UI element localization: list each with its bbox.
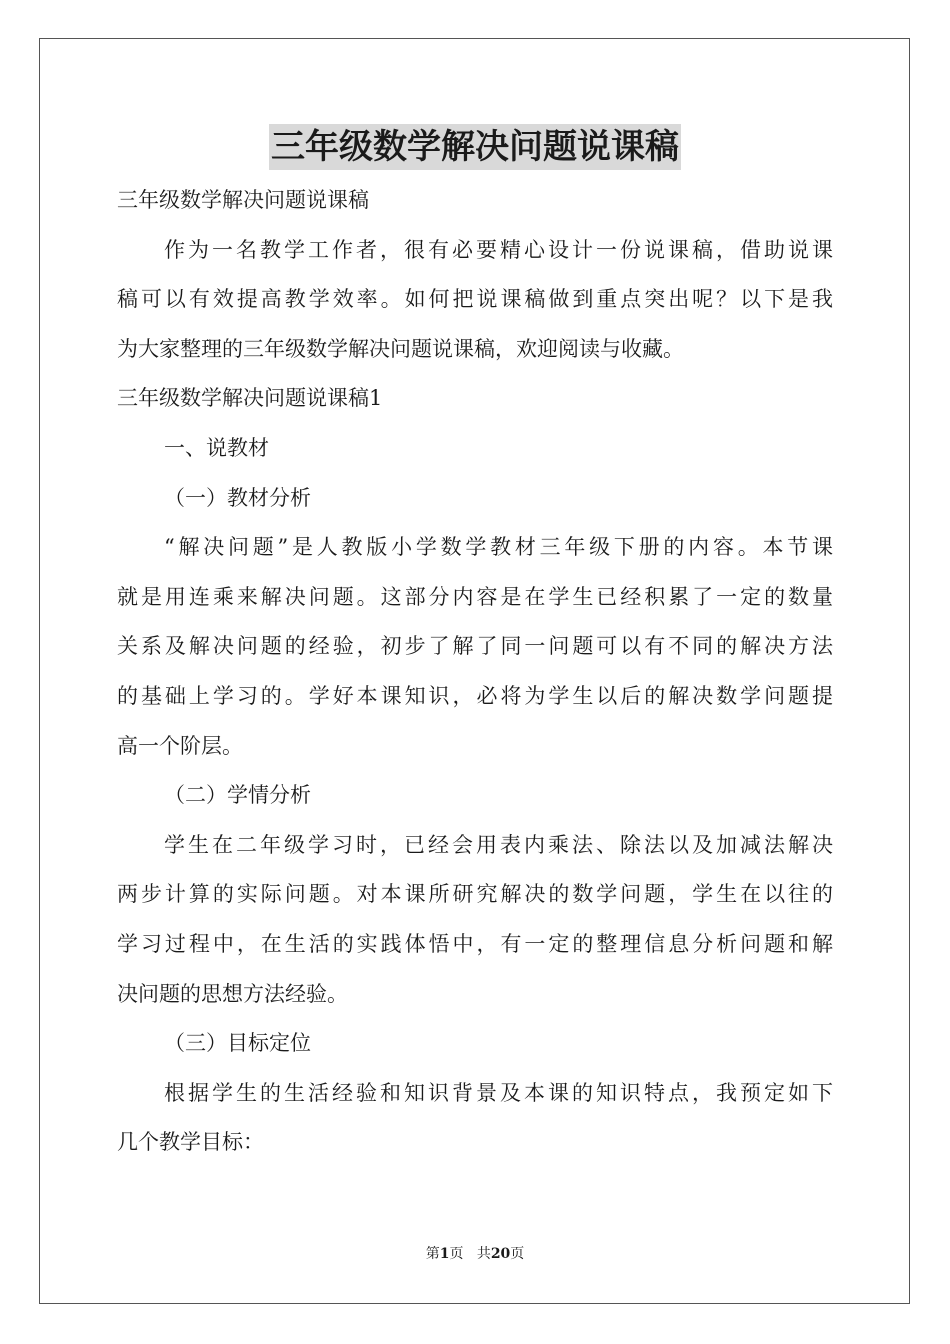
paragraph-line: 学生在二年级学习时，已经会用表内乘法、除法以及加减法解决 [164, 832, 833, 857]
subsection-heading: （三）目标定位 [164, 1031, 311, 1056]
title-container [0, 124, 950, 170]
paragraph-line: 两步计算的实际问题。对本课所研究解决的数学问题，学生在以往的 [117, 882, 833, 907]
section-heading: 一、说教材 [164, 435, 269, 460]
paragraph-line: 学习过程中，在生活的实践体悟中，有一定的整理信息分析问题和解 [117, 931, 833, 956]
paragraph-line: 决问题的思想方法经验。 [117, 981, 348, 1006]
subtitle-line: 三年级数学解决问题说课稿 [117, 188, 369, 212]
total-unit: 页 [510, 1246, 525, 1262]
document-title: 三年级数学解决问题说课稿 [269, 124, 681, 170]
paragraph-line: 的基础上学习的。学好本课知识，必将为学生以后的解决数学问题提 [117, 683, 833, 708]
paragraph-line: 关系及解决问题的经验，初步了解了同一问题可以有不同的解决方法 [117, 634, 833, 659]
paragraph-line: 为大家整理的三年级数学解决问题说课稿，欢迎阅读与收藏。 [117, 336, 684, 361]
subsection-heading: （二）学情分析 [164, 783, 311, 808]
paragraph-line: 作为一名教学工作者，很有必要精心设计一份说课稿，借助说课 [164, 237, 833, 262]
paragraph-line: 稿可以有效提高教学效率。如何把说课稿做到重点突出呢？以下是我 [117, 287, 833, 312]
total-page-number: 20 [490, 1246, 511, 1262]
paragraph-line: 高一个阶层。 [117, 733, 243, 758]
paragraph-line: 就是用连乘来解决问题。这部分内容是在学生已经积累了一定的数量 [117, 584, 833, 609]
total-prefix: 共 [476, 1246, 491, 1262]
page-unit: 页 [449, 1246, 464, 1262]
paragraph-line: 几个教学目标： [117, 1130, 264, 1155]
document-body [117, 176, 833, 1168]
subsection-heading: （一）教材分析 [164, 485, 311, 510]
current-page-number: 1 [439, 1246, 450, 1262]
page-prefix: 第 [425, 1246, 440, 1262]
page-footer [0, 1244, 950, 1264]
section-heading: 三年级数学解决问题说课稿1 [117, 386, 383, 411]
paragraph-line: 根据学生的生活经验和知识背景及本课的知识特点，我预定如下 [164, 1080, 833, 1105]
paragraph-line: “解决问题”是人教版小学数学教材三年级下册的内容。本节课 [164, 535, 833, 560]
